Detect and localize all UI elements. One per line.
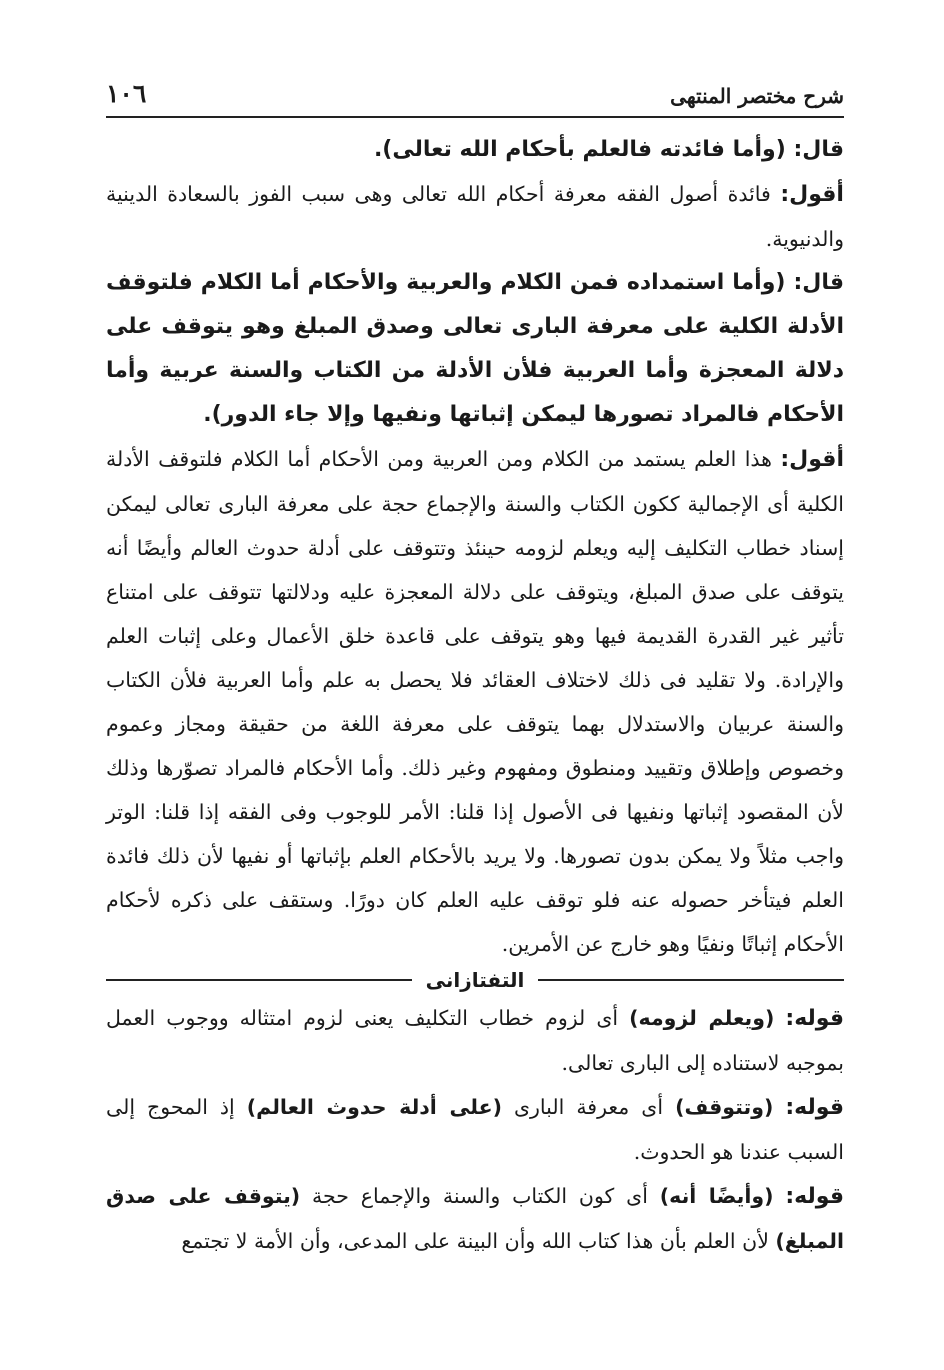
hashiya-text: إذ المحوج إلى السبب عندنا هو الحدوث. <box>106 1095 844 1164</box>
hashiya-paragraph <box>106 996 844 1085</box>
qawluhu-label: قوله: <box>785 1006 844 1031</box>
quoted-phrase: (يتوقف على صدق المبلغ) <box>106 1184 844 1253</box>
hashiya-text: لأن العلم بأن هذا كتاب الله وأن البينة على المدعى، وأن الأمة لا تجتمع <box>181 1229 769 1253</box>
commentator-name: التفتازانى <box>425 968 525 992</box>
hashiya-text: أى لزوم خطاب التكليف يعنى لزوم امتثاله ووجوب العمل بموجبه لاستناده إلى البارى تعالى. <box>106 1006 844 1075</box>
commentary-separator <box>106 968 844 992</box>
qala-label: قال: <box>793 137 844 162</box>
separator-line <box>538 979 844 981</box>
quoted-phrase: (ويعلم لزومه) <box>629 1006 775 1030</box>
aqulu-label: أقول: <box>780 182 844 207</box>
page-body <box>106 128 844 1263</box>
hashiya-text: أى كون الكتاب والسنة والإجماع حجة <box>312 1184 648 1208</box>
hashiya-paragraph <box>106 1085 844 1174</box>
hashiya-text: أى معرفة البارى <box>513 1095 664 1119</box>
running-title: شرح مختصر المنتهى <box>670 84 844 108</box>
page-header <box>106 80 844 108</box>
aqulu-label: أقول: <box>780 447 844 472</box>
sharh-paragraph <box>106 437 844 966</box>
matn-paragraph <box>106 128 844 172</box>
qala-label: قال: <box>793 270 844 295</box>
qawluhu-label: قوله: <box>785 1184 844 1209</box>
matn-paragraph <box>106 261 844 437</box>
quoted-phrase: (على أدلة حدوث العالم) <box>246 1095 502 1119</box>
sharh-paragraph <box>106 172 844 261</box>
sharh-text: هذا العلم يستمد من الكلام ومن العربية ومن الأحكام أما الكلام فلتوقف الأدلة الكلية أى الإجمالية ككون الكتاب والسنة والإجماع حجة على معرفة البارى تعالى ليمكن إسناد خطاب التكليف إليه ويعلم لزومه حينئذ وتتوقف على أدلة حدوث العالم وأيضًا أنه يتوقف على صدق المبلغ، ويتوقف على دلالة المعجزة عليه ودلالتها تتوقف على امتناع تأثير غير القدرة القديمة فيها وهو يتوقف على قاعدة خلق الأعمال وعلى إثبات العلم والإرادة. ولا تقليد فى ذلك لاختلاف العقائد فلا يحصل به علم وأما العربية فلأن الكتاب والسنة عربيان والاستدلال بهما يتوقف على معرفة اللغة من حقيقة ومجاز وعموم وخصوص وإطلاق وتقييد ومنطوق ومفهوم وغير ذلك. وأما الأحكام فالمراد تصوّرها وذلك لأن المقصود إثباتها ونفيها فى الأصول إذا قلنا: الأمر للوجوب وفى الفقه إذا قلنا: الوتر واجب مثلاً ولا يمكن بدون تصورها. ولا يريد بالأحكام العلم بإثباتها أو نفيها لأن ذلك فائدة العلم فيتأخر حصوله عنه فلو توقف عليه العلم كان دورًا. وستقف على ذكره لأحكام الأحكام إثباتًا ونفيًا وهو خارج عن الأمرين. <box>106 447 844 956</box>
quoted-phrase: (وأيضًا أنه) <box>659 1184 774 1208</box>
qawluhu-label: قوله: <box>785 1095 844 1120</box>
header-rule <box>106 116 844 118</box>
hashiya-paragraph <box>106 1174 844 1263</box>
separator-line <box>106 979 412 981</box>
matn-text: (وأما فائدته فالعلم بأحكام الله تعالى). <box>373 137 786 162</box>
sharh-text: فائدة أصول الفقه معرفة أحكام الله تعالى وهى سبب الفوز بالسعادة الدينية والدنيوية. <box>106 182 844 251</box>
page-number: ١٠٦ <box>106 79 147 108</box>
quoted-phrase: (وتتوقف) <box>675 1095 774 1119</box>
matn-text: (وأما استمداده فمن الكلام والعربية والأحكام أما الكلام فلتوقف الأدلة الكلية على معرفة البارى تعالى وصدق المبلغ وهو يتوقف على دلالة المعجزة وأما العربية فلأن الأدلة من الكتاب والسنة عربية وأما الأحكام فالمراد تصورها ليمكن إثباتها ونفيها وإلا جاء الدور). <box>106 270 844 427</box>
